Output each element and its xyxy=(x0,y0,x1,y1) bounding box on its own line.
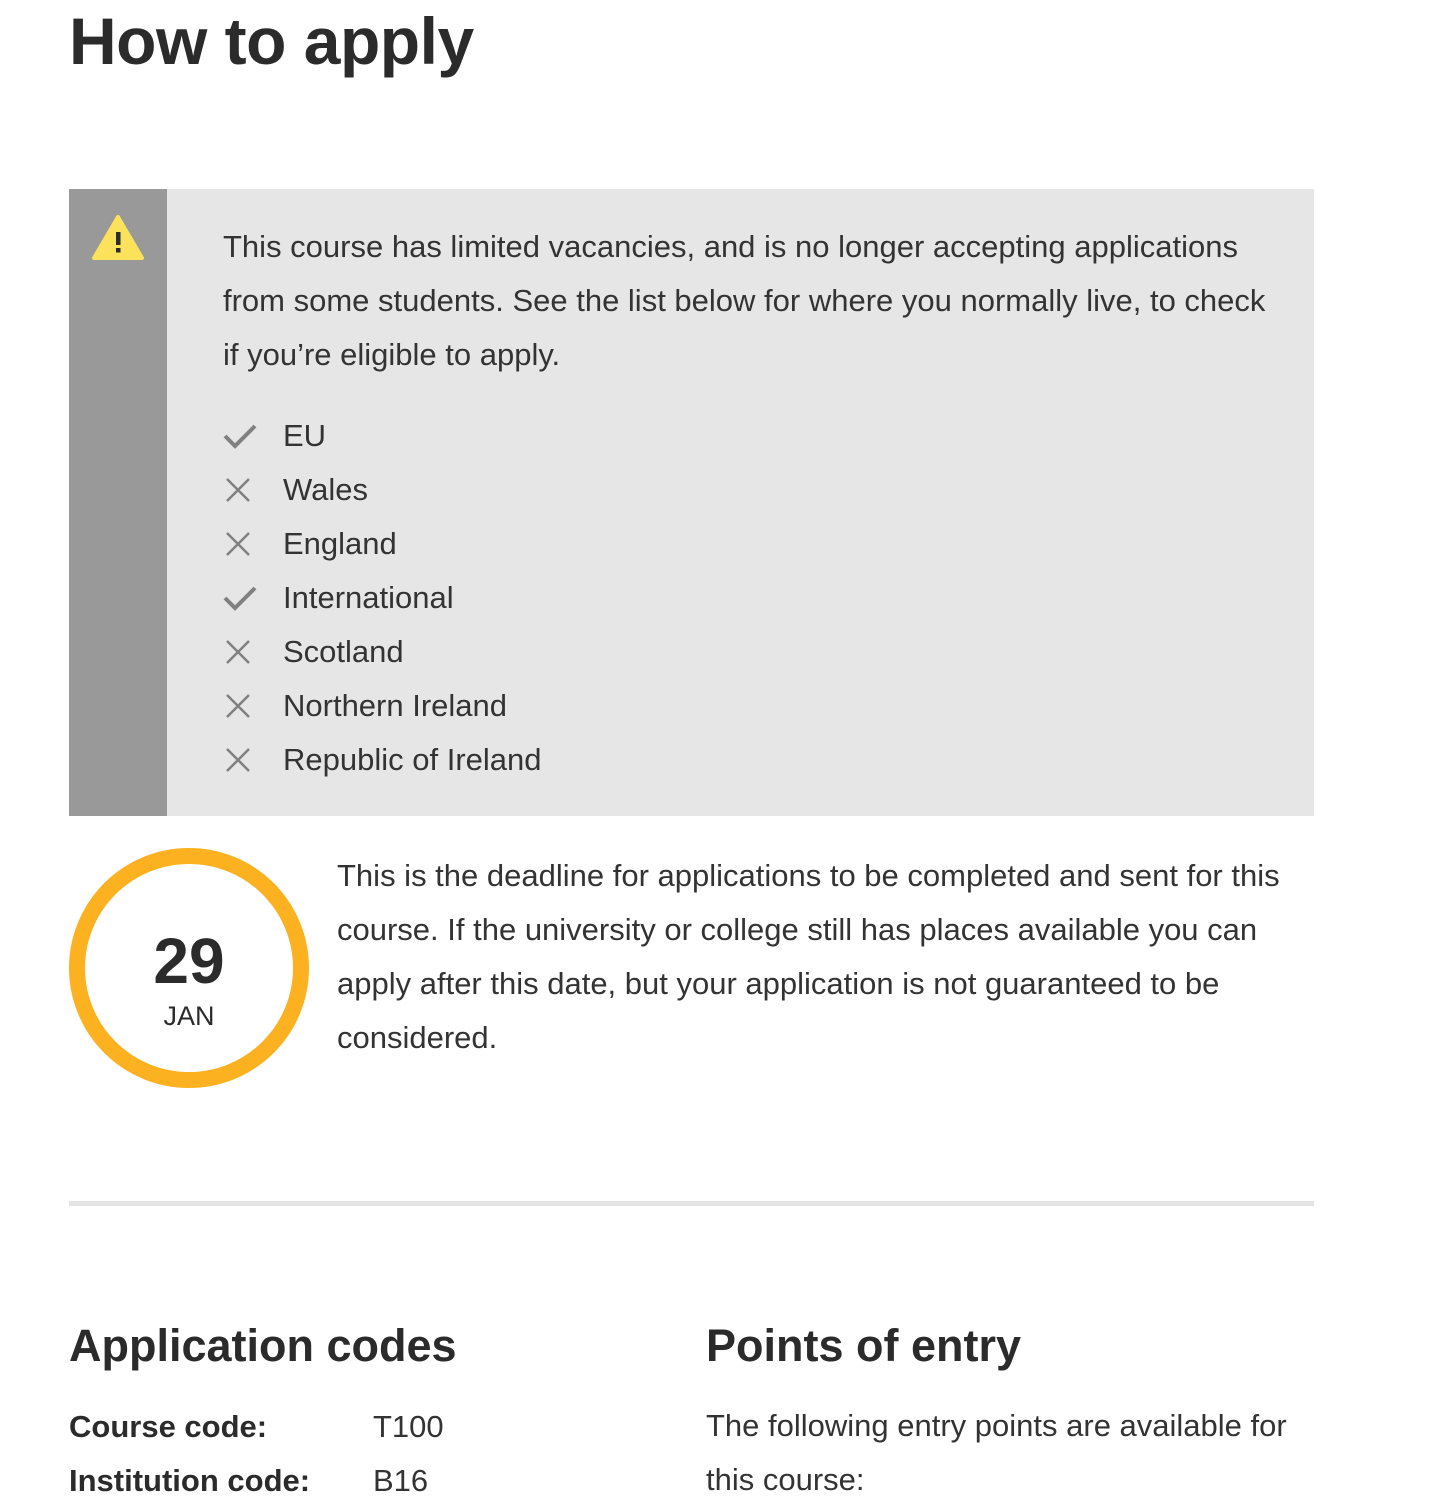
application-codes-heading: Application codes xyxy=(69,1320,457,1371)
cross-icon xyxy=(223,733,283,787)
points-of-entry-heading: Points of entry xyxy=(706,1320,1022,1371)
deadline-description: This is the deadline for applications to be completed and sent for this course. If the university or college still has places available you can apply after this date, but your application is not guaranteed to be considered. xyxy=(337,858,1280,1055)
region-label: Scotland xyxy=(283,634,404,669)
cross-icon xyxy=(223,517,283,571)
deadline-date-badge xyxy=(69,848,309,1088)
page-title: How to apply xyxy=(69,4,474,78)
code-label: Course code: xyxy=(69,1409,268,1444)
deadline-month: JAN xyxy=(163,1001,215,1031)
region-item-eu xyxy=(223,409,542,463)
notice-sidebar xyxy=(69,189,167,816)
eligibility-notice xyxy=(69,189,1314,816)
cross-icon xyxy=(223,463,283,517)
region-label: International xyxy=(283,580,454,615)
region-item-republic-of-ireland xyxy=(223,733,542,787)
cross-icon xyxy=(223,625,283,679)
section-divider xyxy=(69,1201,1314,1206)
region-label: England xyxy=(283,526,397,561)
region-list xyxy=(223,409,542,787)
cross-icon xyxy=(223,679,283,733)
notice-message: This course has limited vacancies, and is no longer accepting applications from some students. See the list below for where you normally live, to check if you’re eligible to apply. xyxy=(223,229,1266,372)
region-label: EU xyxy=(283,418,327,453)
check-icon xyxy=(223,571,283,625)
points-of-entry-text: The following entry points are available for this course: xyxy=(706,1408,1287,1497)
institution-code-row xyxy=(69,1454,444,1508)
region-label: Wales xyxy=(283,472,368,507)
region-item-wales xyxy=(223,463,542,517)
code-value: T100 xyxy=(373,1409,444,1444)
deadline-day: 29 xyxy=(153,925,225,997)
region-label: Northern Ireland xyxy=(283,688,508,723)
code-label: Institution code: xyxy=(69,1463,311,1498)
region-item-northern-ireland xyxy=(223,679,542,733)
region-label: Republic of Ireland xyxy=(283,742,542,777)
region-item-scotland xyxy=(223,625,542,679)
application-codes-table xyxy=(69,1400,444,1508)
warning-icon xyxy=(91,214,145,262)
region-item-international xyxy=(223,571,542,625)
region-item-england xyxy=(223,517,542,571)
code-value: B16 xyxy=(373,1463,429,1498)
course-code-row xyxy=(69,1400,444,1454)
check-icon xyxy=(223,409,283,463)
